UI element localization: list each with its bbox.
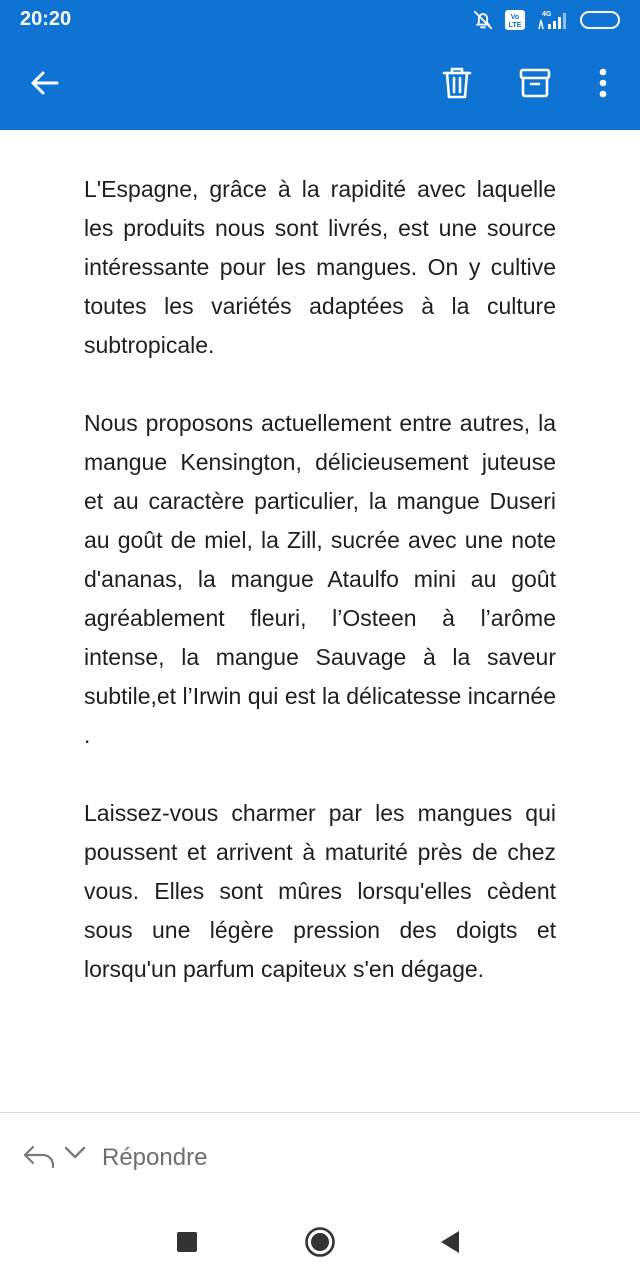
app-bar [0,40,640,130]
recents-square-icon [177,1232,197,1257]
email-paragraph: L'Espagne, grâce à la rapidité avec laquelle les produits nous sont livrés, est une source intéressante pour les mangues. On y cultive toutes les variétés adaptées à la culture subtropicale. [84,176,556,358]
back-nav-button[interactable] [432,1226,468,1262]
volte-icon [504,9,526,31]
reply-bar [0,1113,640,1203]
trash-icon [441,66,473,105]
back-button[interactable] [20,60,70,110]
delete-button[interactable] [432,60,482,110]
system-nav-bar [0,1204,640,1280]
status-bar [0,0,640,40]
signal-icon [536,9,570,31]
back-arrow-icon [29,67,61,104]
network-label: 4G [542,11,552,18]
reply-button[interactable]: Répondre [102,1144,208,1171]
reply-icon[interactable] [22,1143,56,1176]
more-options-button[interactable] [578,60,628,110]
archive-icon [519,68,551,103]
more-vert-icon [598,68,608,103]
chevron-down-icon[interactable] [64,1146,86,1165]
status-time: 20:20 [20,8,72,30]
volte-label: Vo [510,14,520,21]
battery-label: 88 [604,13,618,27]
home-button[interactable] [302,1226,338,1262]
status-icons [472,8,620,32]
email-paragraph: Laissez-vous charmer par les mangues qui poussent et arrivent à maturité près de chez vous. Elles sont mûres lorsqu'elles cèdent sous une légère pression des doigts et lorsqu'un parfum capiteux s'en dégage. [84,800,556,982]
archive-button[interactable] [510,60,560,110]
svg-text:LTE: LTE [508,22,522,29]
home-circle-icon [304,1226,336,1263]
back-triangle-icon [439,1230,461,1259]
email-paragraph: Nous proposons actuellement entre autres, la mangue Kensington, délicieusement juteuse et au caractère particulier, la mangue Duseri au goût de miel, la Zill, sucrée avec une note d'ananas, la mangue Ataulfo mini au goût agréablement fleuri, l’Osteen à l’arôme intense, la mangue Sauvage à la saveur subtile,et l’Irwin qui est la délicatesse incarnée . [84,410,556,748]
battery-icon [580,11,620,29]
email-body [84,170,556,1028]
recents-button[interactable] [169,1226,205,1262]
mute-bell-icon [472,9,494,31]
